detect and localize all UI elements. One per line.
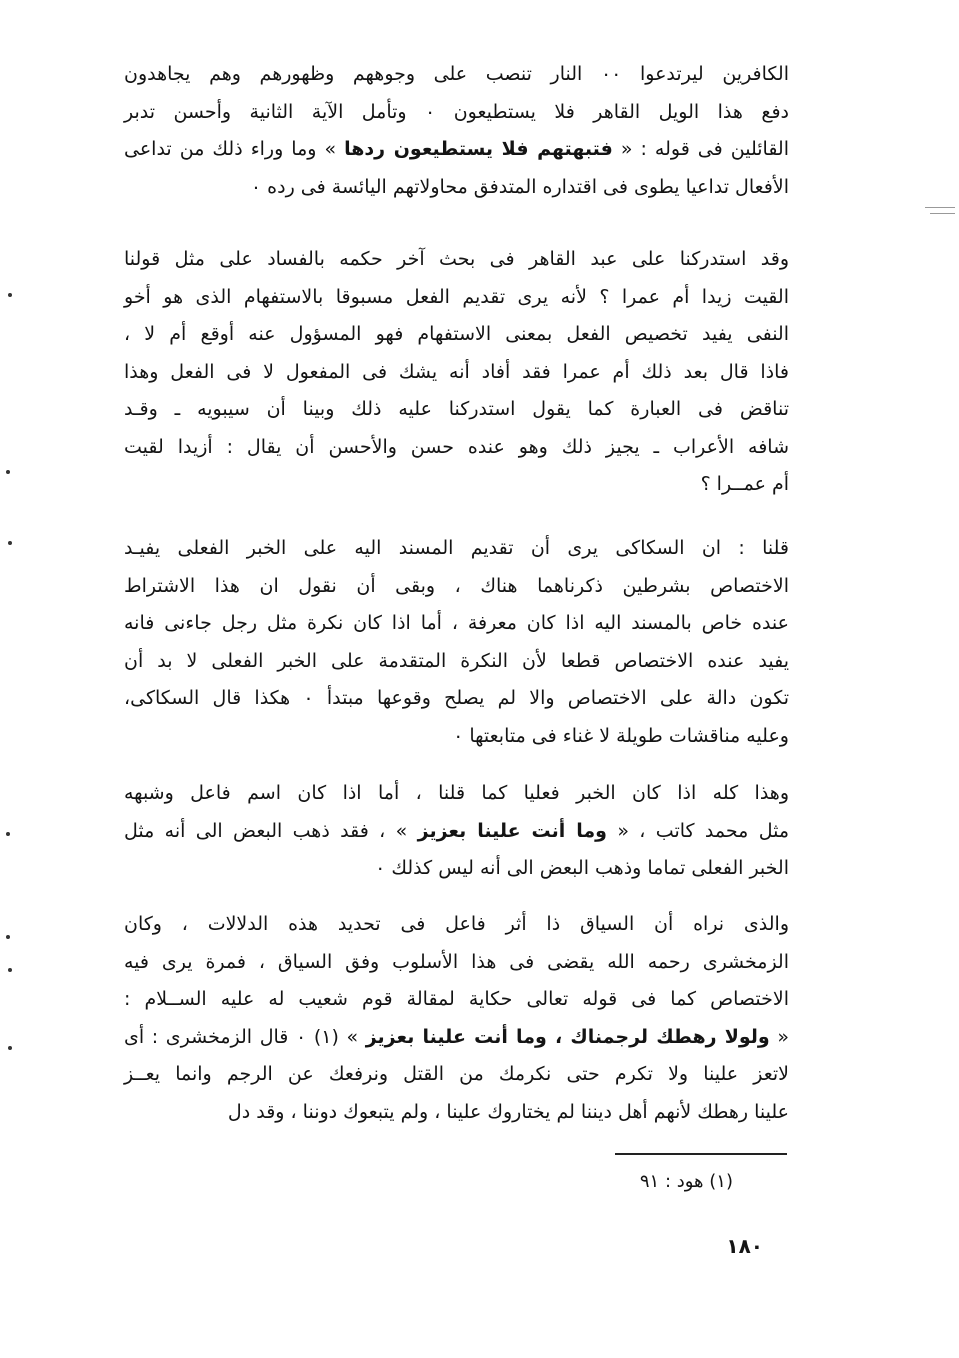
text-line [124, 605, 789, 643]
text-line [124, 391, 789, 429]
text-run: أم عمــرا ؟ [700, 473, 789, 495]
scan-line [930, 213, 955, 214]
text-run: الكافرين ليرتدعوا ٠٠ النار تنصب على وجوههم وظهورهم وهم يجاهدون [124, 63, 789, 85]
text-run: القائلين فى قوله : « [612, 138, 789, 160]
text-line [124, 429, 789, 467]
text-run: وهذا كله اذا كان الخبر فعليا كما قلنا ، أما اذا كان اسم فاعل وشبهه [124, 782, 789, 804]
scan-speck [6, 935, 10, 939]
text-run: عنده خاص بالمسند اليه اذا كان معرفة ، أما اذا كان نكرة مثل رجل جاءنى فانه [124, 612, 789, 634]
quran-quote: فتبهتهم فلا يستطيعون ردها [344, 138, 613, 160]
text-run: الزمخشرى رحمه الله يقضى فى هذا الأسلوب وفق السياق ، فمرة يرى فيه [124, 950, 789, 973]
text-line [124, 466, 789, 504]
text-run: » وما وراء ذلك من تداعى [124, 138, 345, 160]
text-line [124, 775, 789, 813]
footnote-separator [615, 1153, 787, 1155]
text-run: الخبر الفعلى تماما وذهب البعض الى أنه ليس كذلك ٠ [375, 857, 789, 879]
text-run: لاتعز علينا ولا تكرم حتى نكرمك من القتل ونرفعك عن الرجم وانما يعــز [124, 1063, 789, 1085]
text-line [124, 906, 789, 944]
text-run: يفيد عنده الاختصاص قطعا لأن النكرة المتقدمة على الخبر الفعلى لا بد أن [124, 649, 789, 672]
text-line [124, 169, 789, 207]
quran-quote: ولولا رهطك لرجمناك ، وما أنت علينا بعزيز [365, 1025, 770, 1048]
text-line [124, 718, 789, 756]
page-number: ١٨٠ [726, 1234, 763, 1258]
text-line [124, 568, 789, 606]
paragraph-4 [124, 775, 789, 888]
text-run: النفى يفيد تخصيص الفعل بمعنى الاستفهام فهو المسؤول عنه أوقع أم لا ، [124, 323, 789, 345]
text-line [124, 56, 789, 94]
text-line [124, 241, 789, 279]
text-run: تكون دالة على الاختصاص والا لم يصلح وقوعها مبتدأ ٠ هكذا قال السكاكى، [124, 687, 790, 709]
paragraph-1 [124, 56, 789, 206]
scan-speck [6, 470, 10, 474]
text-run: علينا رهطك لأنهم أهل ديننا لم يختاروك علينا ، ولم يتبعوك دوننا ، وقد دل [227, 1100, 789, 1123]
text-run: وقد استدركنا على عبد القاهر فى بحث آخر حكمه بالفساد على مثل قولنا [124, 248, 789, 270]
text-line [124, 680, 789, 718]
text-line [124, 981, 789, 1019]
paragraph-5 [124, 906, 789, 1131]
text-line [124, 850, 789, 888]
text-run: شافه الأعراب ـ يجيز ذلك وهو عنده حسن والأحسن أن يقال : أزيدا لقيت [124, 435, 789, 458]
paragraph-2 [124, 241, 789, 504]
text-run: دفع هذا الويل القاهر فلا يستطيعون ٠ وتأمل الآية الثانية وأحسن تدبر [124, 100, 789, 123]
text-run: » ، فقد ذهب البعض الى أنه مثل [124, 819, 418, 842]
text-run: الأفعال تداعيا يطوى فى اقتداره المتدفق محاولاتهم اليائسة فى رده ٠ [250, 175, 789, 198]
text-run: « [769, 1025, 789, 1048]
text-run: فاذا قال بعد ذلك أم عمرا فقد أفاد أنه يشك فى المفعول لا فى الفعل وهذا [124, 360, 789, 383]
text-line [124, 1019, 789, 1057]
text-run: تناقض فى العبارة كما يقول استدركنا عليه ذلك وبينا أن سيبويه ـ وقـد [124, 398, 789, 420]
text-run: وعليه مناقشات طويلة لا غناء فى متابعتها ٠ [453, 724, 789, 747]
text-line [124, 131, 789, 169]
scan-line [925, 207, 955, 208]
scan-speck [6, 832, 10, 836]
text-run: الاختصاص كما فى قوله تعالى حكاية لمقالة قوم شعيب له عليه الســلام : [124, 988, 789, 1010]
text-run: مثل محمد كاتب ، « [606, 819, 789, 842]
text-line [124, 813, 789, 851]
text-line [124, 944, 789, 982]
text-line [124, 530, 789, 568]
scan-speck [8, 1046, 12, 1050]
text-run: قلنا : ان السكاكى يرى أن تقديم المسند اليه على الخبر الفعلى يفيـد [124, 537, 789, 559]
footnote: (١) هود : ٩١ [639, 1171, 733, 1192]
paragraph-3 [124, 530, 789, 755]
text-line [124, 1056, 789, 1094]
text-line [124, 316, 789, 354]
scan-speck [8, 541, 12, 545]
scan-speck [8, 968, 12, 972]
text-line [124, 279, 789, 317]
text-line [124, 1094, 789, 1132]
scan-speck [8, 293, 12, 297]
text-run: والذى نراه أن السياق ذا أثر فاعل فى تحديد هذه الدلالات ، وكان [124, 913, 789, 935]
quran-quote: وما أنت علينا بعزيز [417, 819, 607, 842]
text-run: الاختصاص بشرطين ذكرناهما هناك ، وبقى أن نقول ان هذا الاشتراط [124, 574, 789, 597]
text-run: القيت زيدا أم عمرا ؟ لأنه يرى تقديم الفعل مسبوقا بالاستفهام الذى هو أخو [124, 285, 789, 308]
text-line [124, 94, 789, 132]
text-run: » (١) ٠ قال الزمخشرى : أى [124, 1025, 366, 1048]
text-line [124, 354, 789, 392]
text-line [124, 643, 789, 681]
